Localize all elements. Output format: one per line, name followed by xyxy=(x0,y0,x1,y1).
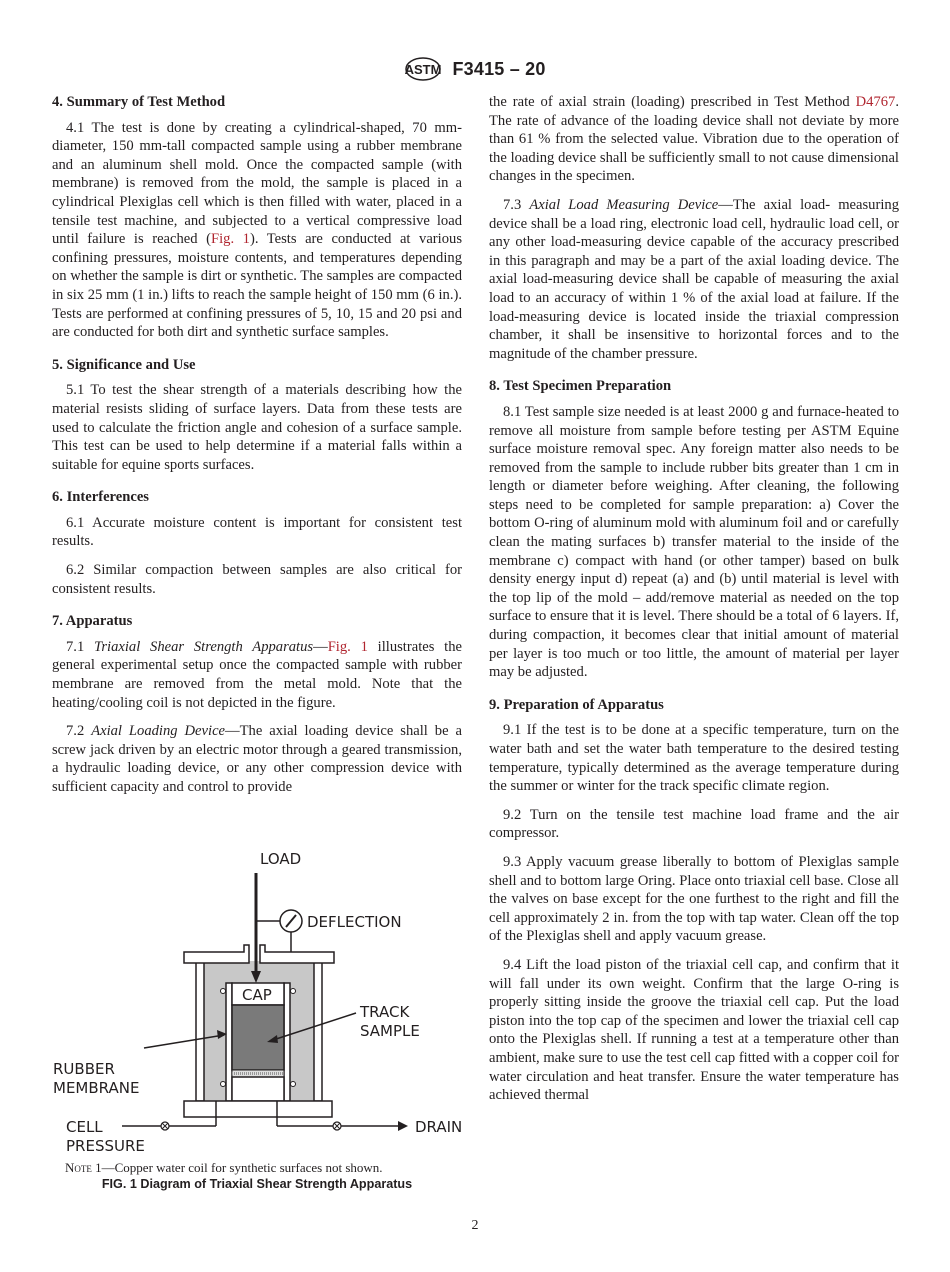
section-heading: 9. Preparation of Apparatus xyxy=(489,696,664,713)
text: — xyxy=(313,638,328,655)
paragraph-7-2 xyxy=(52,722,462,796)
standard-designation: F3415 – 20 xyxy=(452,58,546,79)
term: Triaxial Shear Strength Apparatus xyxy=(94,638,314,655)
astm-logo-icon xyxy=(404,56,442,82)
term: Axial Load Measuring Device xyxy=(529,196,719,213)
page-header xyxy=(0,56,950,82)
page-number: 2 xyxy=(471,1218,479,1233)
triaxial-apparatus-diagram xyxy=(52,845,462,1160)
paragraph-7-1 xyxy=(52,638,462,712)
text: 7.1 xyxy=(66,638,95,655)
section-heading: 5. Significance and Use xyxy=(52,356,196,373)
label-load: LOAD xyxy=(260,850,302,868)
text: the rate of axial strain (loading) prescribed in Test Method xyxy=(489,94,856,110)
text: —The axial loading device shall be a screw jack driven by an electric motor through a geared transmission, a hydraulic loading device, or any other compression device with sufficient capacity and control to provide xyxy=(52,723,462,795)
section-heading: 6. Interferences xyxy=(52,489,149,506)
text: ). Tests are conducted at various confining pressures, moisture contents, and temperatures depending on whether the sample is dirt or synthetic. The samples are compacted in six 25 mm (1 in.) lifts to reach the sample height of 150 mm (6 in.). Tests are performed at confining pressures of 5, 10, 15 and 20 psi and are conducted for both dirt and synthetic surface samples. xyxy=(52,231,462,341)
section-heading: 8. Test Specimen Preparation xyxy=(489,378,672,395)
paragraph-7-3 xyxy=(489,196,899,363)
section-7-continued xyxy=(489,93,899,363)
label-drain: DRAIN xyxy=(415,1118,462,1136)
section-9 xyxy=(489,696,899,1105)
label-cell: CELL xyxy=(66,1118,103,1136)
paragraph-6-1: 6.1 Accurate moisture content is important for consistent test results. xyxy=(52,514,462,550)
paragraph-6-2: 6.2 Similar compaction between samples are also critical for consistent results. xyxy=(52,562,462,597)
section-heading: 7. Apparatus xyxy=(52,613,133,630)
note-label: Note 1 xyxy=(65,1160,102,1175)
section-4 xyxy=(52,93,462,342)
section-5 xyxy=(52,356,462,475)
term: Axial Loading Device xyxy=(91,723,226,740)
figure-note xyxy=(65,1160,383,1176)
paragraph-9-4: 9.4 Lift the load piston of the triaxial cell cap, and confirm that it will fall under its own weight. Confirm that the large O-ring is properly sitting inside the groove the triaxial cell cap. Put the load piston into the top cap of the specimen and lower the triaxial cell cap onto the Plexiglas shell. If running a test at a temperature other than ambient, make sure to use the test cell cap fitted with a copper coil for water circulation and heat transfer. Ensure the water temperature has achieved thermal xyxy=(489,956,899,1104)
left-column xyxy=(52,93,462,811)
label-track: TRACK xyxy=(360,1003,410,1021)
paragraph-9-2: 9.2 Turn on the tensile test machine load frame and the air compressor. xyxy=(489,806,899,842)
right-column xyxy=(489,93,899,1119)
text: illustrates the general experimental setup once the compacted sample with rubber membrane are removed from the metal mold. Note that the heating/cooling coil is not depicted in the figure. xyxy=(52,638,463,711)
paragraph-9-1: 9.1 If the test is to be done at a specific temperature, turn on the water bath and set the water bath temperature to the desired testing temperature, typically determined as the average temperature during the summer or winter for the track specific climate region. xyxy=(489,722,899,795)
figure-caption: FIG. 1 Diagram of Triaxial Shear Strength Apparatus xyxy=(101,1177,413,1191)
label-cap: CAP xyxy=(242,986,272,1004)
paragraph-7-2-continued xyxy=(489,93,899,186)
paragraph-8-1: 8.1 Test sample size needed is at least 2000 g and furnace-heated to remove all moisture from sample before testing per ASTM Equine surface moisture removal spec. Any foreign matter also needs to be removed from the sample to include rubber bits greater than 1 cm in length or diameter before weighing. After cleaning, the following steps need to be completed for sample preparation: a) Cover the bottom O-ring of aluminum mold with aluminum foil and or carefully clean the mating surfaces b) transfer material to the inside of the membrane c) compact with hand (or other tamper) based on bulk density energy input d) repeat (a) and (b) until material is level with the top lip of the mold – add/remove material as needed on the top surface to ensure that it is level. There should be a total of 6 layers. If, during compaction, it becomes clear that initial amount of material per layer is too much or too little, the amount of material per layer may be adjusted. xyxy=(489,403,899,681)
section-8 xyxy=(489,377,899,682)
text: 4.1 The test is done by creating a cylindrical-shaped, 70 mm-diameter, 150 mm-tall compacted sample using a rubber membrane and an aluminum shell mold. Once the compacted sample (with membrane) is removed from the mold, the sample is placed in a cylindrical Plexiglas cell which is then filled with water, placed in a tensile test machine, and subjected to a vertical compressive load until failure is reached ( xyxy=(52,119,462,248)
label-deflection: DEFLECTION xyxy=(307,913,402,931)
paragraph-4-1 xyxy=(52,119,462,342)
fig-1-link[interactable]: Fig. 1 xyxy=(210,231,250,248)
section-6 xyxy=(52,488,462,598)
label-membrane: MEMBRANE xyxy=(53,1079,140,1097)
figure-1-diagram xyxy=(52,845,462,1175)
text: . The rate of advance of the loading device shall not deviate by more than 61 % from the selected value. Vibration due to the operation of the loading device shall be sufficiently small to not cause dimensional changes in the specimen. xyxy=(489,94,899,185)
section-7 xyxy=(52,612,462,796)
text: 7.2 xyxy=(66,723,92,740)
paragraph-5-1: 5.1 To test the shear strength of a materials describing how the material resists sliding of surface layers. Data from these tests are used to calculate the friction angle and cohesion of a surface sample. This test can be used to help determine if a material falls within a suitable for equine sports surfaces. xyxy=(52,382,462,473)
section-heading: 4. Summary of Test Method xyxy=(52,94,226,110)
d4767-link[interactable]: D4767 xyxy=(855,94,896,110)
svg-text:ASTM: ASTM xyxy=(405,62,442,77)
label-sample: SAMPLE xyxy=(360,1022,420,1040)
label-pressure: PRESSURE xyxy=(66,1137,145,1155)
note-text: —Copper water coil for synthetic surfaces not shown. xyxy=(101,1160,383,1175)
text: —The axial load- measuring device shall be a load ring, electronic load cell, hydraulic load cell, or any other load-measuring device capable of the accuracy prescribed in this paragraph and may be a part of the axial loading device. The axial load-measuring device shall be capable of measuring the axial load to an accuracy of within 1 % of the axial load at failure. If the load-measuring device is located inside the triaxial compression chamber, it shall be insensitive to horizontal forces and to the magnitude of the chamber pressure. xyxy=(489,196,899,362)
label-rubber: RUBBER xyxy=(53,1060,115,1078)
fig-1-link[interactable]: Fig. 1 xyxy=(327,638,368,655)
paragraph-9-3: 9.3 Apply vacuum grease liberally to bottom of Plexiglas sample shell and to bottom large Oring. Place onto triaxial cell base. Close all the valves on base except for the one furthest to the right and fill the cell approximately 2 in. from the top with tap water. Clean off the top of the Plexiglas shell and apply vacuum grease. xyxy=(489,853,899,945)
text: 7.3 xyxy=(503,196,530,213)
